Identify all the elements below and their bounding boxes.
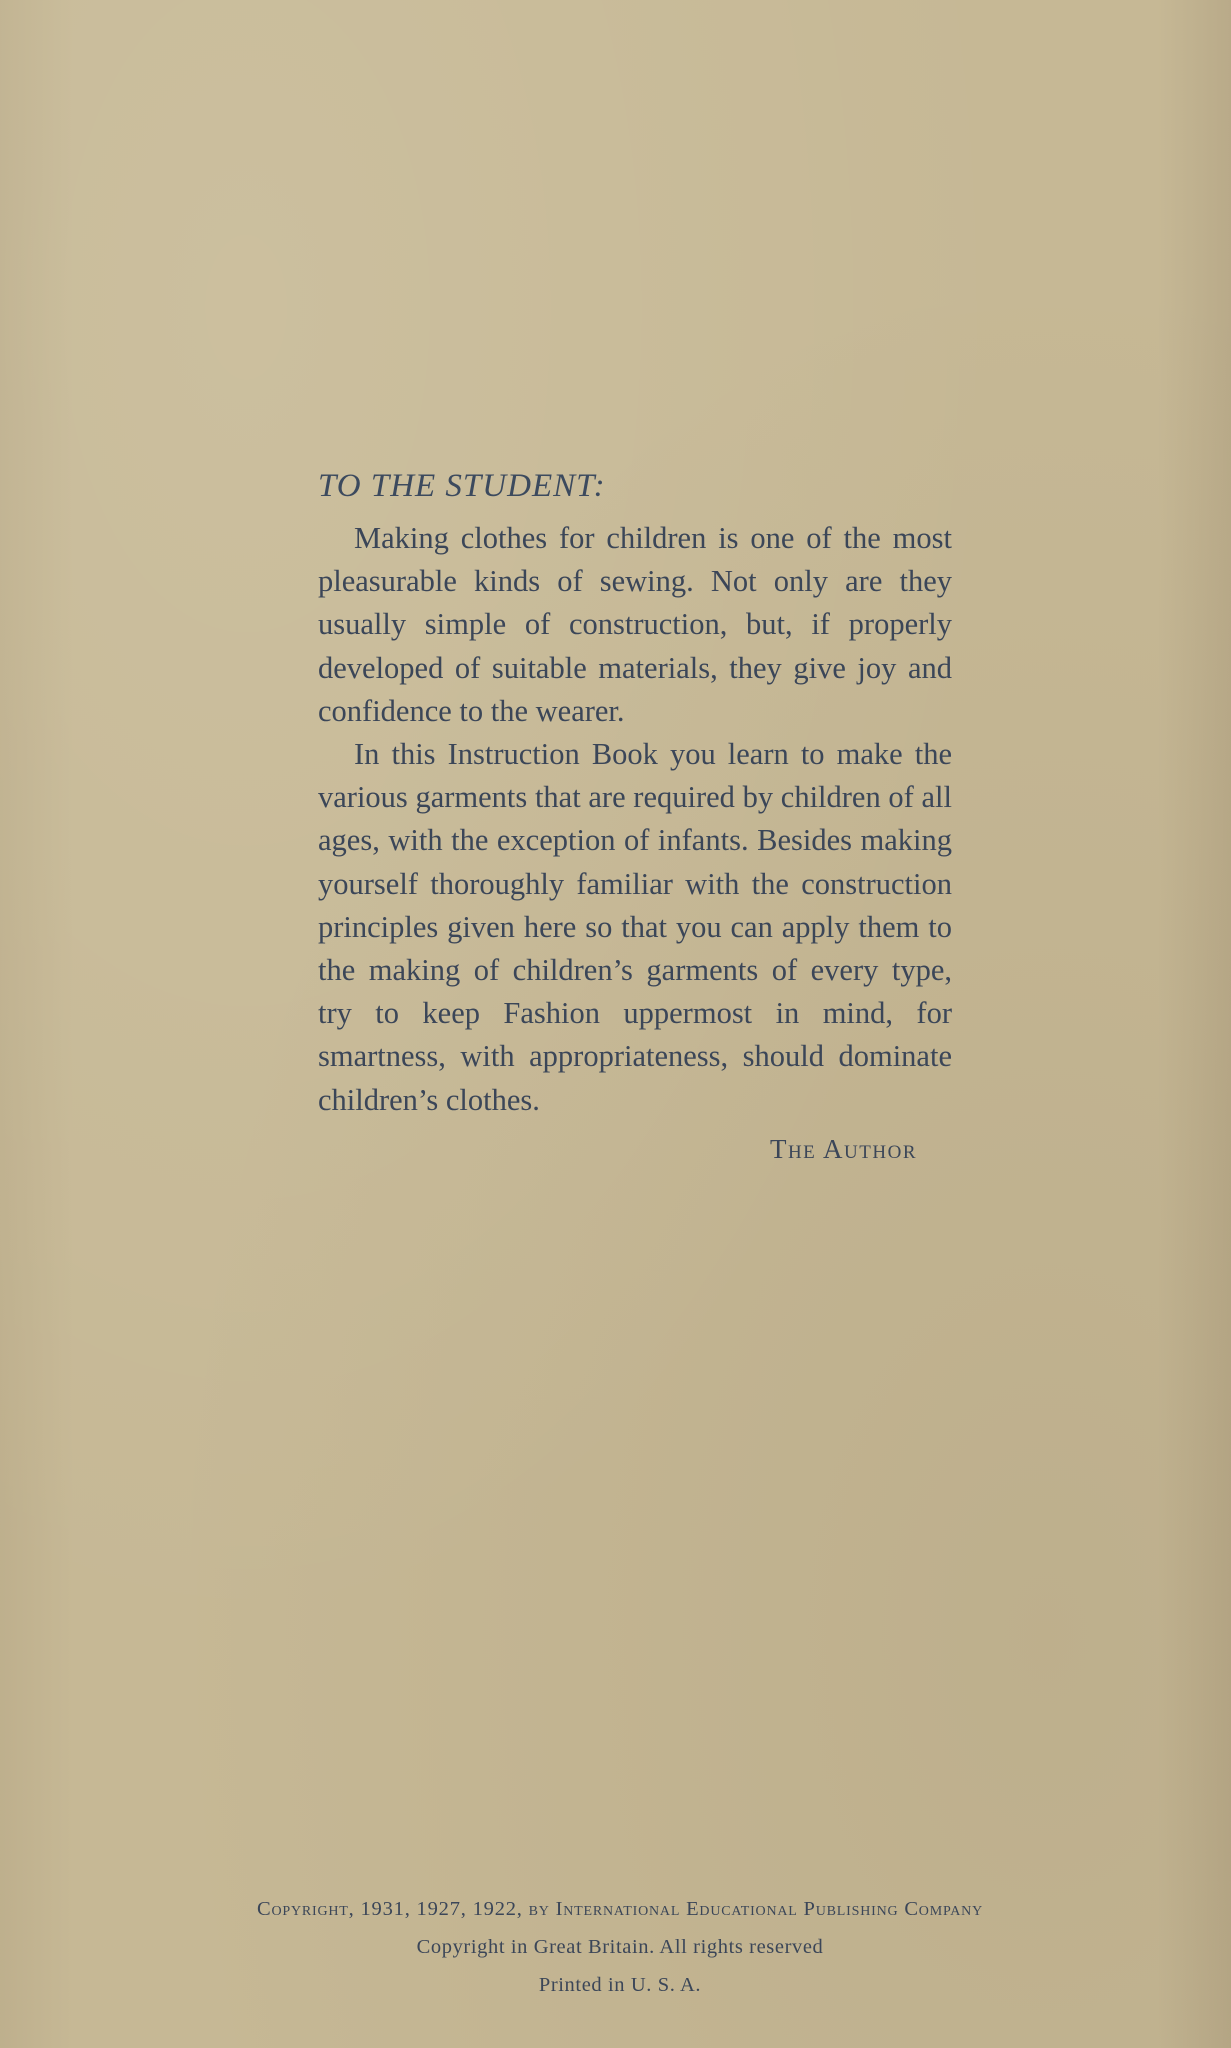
copyright-line: Copyright, 1931, 1927, 1922, by International Educational Publishing Company (257, 1898, 983, 1920)
dedication-paragraph-1: Making clothes for children is one of the most pleasurable kinds of sewing. Not only are they usually simple of construction, but, if properly developed of suitable materials, they give joy and confidence to the wearer. (318, 521, 952, 728)
printed-in-line: Printed in U. S. A. (538, 1974, 702, 1996)
rights-reserved-line: Copyright in Great Britain. All rights reserved (416, 1936, 824, 1958)
dedication-paragraph-2: In this Instruction Book you learn to make the various garments that are required by children of all ages, with the exception of infants. Besides making yourself thoroughly familiar with the construction principles given here so that you can apply them to the making of children’s garments of every type, try to keep Fashion uppermost in mind, for smartness, with appropriateness, should dominate children’s clothes. (318, 737, 952, 1117)
author-signature: The Author (769, 1133, 917, 1164)
dedication-block (318, 465, 952, 1165)
copyright-notice (100, 1890, 1140, 2004)
dedication-heading: TO THE STUDENT: (318, 468, 606, 504)
